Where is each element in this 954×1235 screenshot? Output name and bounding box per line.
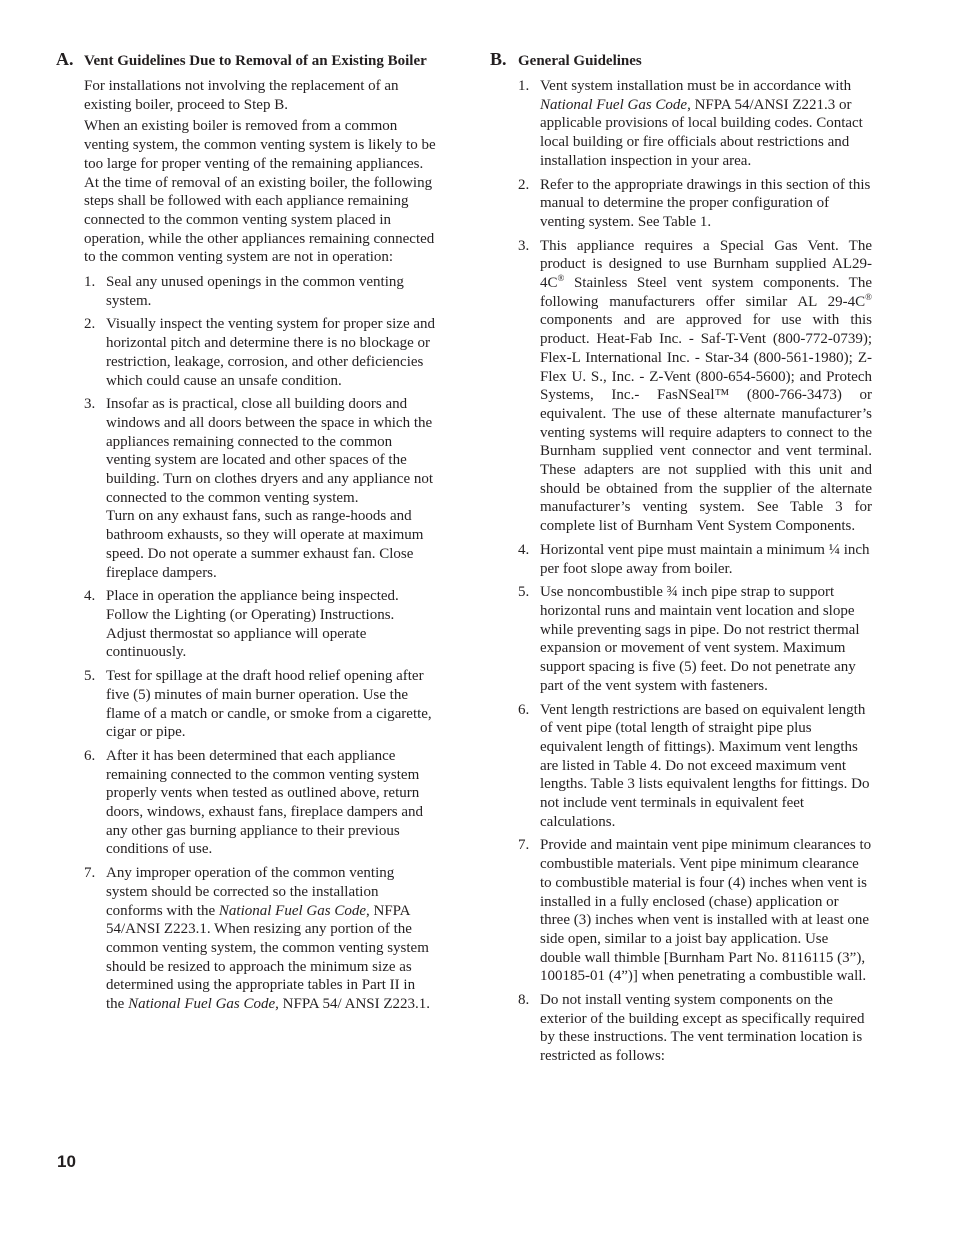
item-number: 6. — [84, 747, 96, 764]
item-number: 7. — [84, 865, 96, 882]
left-column — [56, 49, 436, 1019]
registered-mark: ® — [865, 291, 872, 302]
section-b-list — [518, 77, 872, 1066]
item-number: 1. — [518, 78, 530, 94]
item-text: Any improper operation of the common venting system should be corrected so the installation conforms with the — [106, 865, 395, 919]
item-number: 5. — [518, 584, 530, 601]
list-item — [518, 541, 872, 578]
item-number: 1. — [84, 274, 96, 291]
list-item — [84, 667, 436, 742]
item-text: Vent length restrictions are based on equivalent length of vent pipe (total length of straight pipe plus equivalent length of fittings). Maximum vent lengths are listed in Table 4. Do not exceed maximum vent lengths. Table 3 lists equivalent lengths for fittings. Do not include vent terminals in equivalent feet calculations. — [540, 701, 870, 830]
item-text: Do not install venting system components on the exterior of the building except as specifically required by these instructions. The vent termination location is restricted as follows: — [540, 992, 865, 1065]
item-number: 2. — [518, 176, 530, 193]
section-a-intro-1: For installations not involving the replacement of an existing boiler, proceed to Step B. — [84, 78, 399, 113]
section-a-list — [84, 273, 436, 1014]
list-item — [518, 836, 872, 986]
list-item — [84, 587, 436, 662]
item-text: Horizontal vent pipe must maintain a minimum ¼ inch per foot slope away from boiler. — [540, 541, 870, 577]
list-item — [518, 77, 872, 171]
list-item — [84, 395, 436, 582]
code-reference: National Fuel Gas Code — [218, 902, 366, 919]
item-text: Visually inspect the venting system for proper size and horizontal pitch and determine there is no blockage or restriction, leakage, corrosion, and other deficiencies which could cause an unsafe condition. — [106, 316, 436, 389]
list-item — [518, 701, 872, 832]
list-item — [84, 747, 436, 859]
code-reference: National Fuel Gas Code — [540, 96, 688, 113]
item-text-continued: Turn on any exhaust fans, such as range-hoods and bathroom exhausts, so they will operate at maximum speed. Do not operate a summer exhaust fan. Close fireplace dampers. — [106, 508, 424, 581]
item-text: , NFPA 54/ANSI Z223.1. When resizing any portion of the common venting system, the common venting system should be resized to approach the minimum size as determined using the appropriate tables in Part II in the — [106, 902, 429, 1013]
item-text: Test for spillage at the draft hood relief opening after five (5) minutes of main burner operation. Use the flame of a match or candle, or smoke from a cigarette, cigar or pipe. — [106, 668, 432, 741]
registered-mark: ® — [557, 273, 565, 284]
section-b-letter: B. — [490, 49, 507, 69]
list-item — [84, 864, 436, 1014]
item-number: 4. — [84, 588, 96, 605]
list-item — [518, 991, 872, 1066]
item-text: After it has been determined that each appliance remaining connected to the common venting system properly vents when tested as outlined above, return doors, windows, exhaust fans, fireplace dampers and any other gas burning appliance to their previous conditions of use. — [106, 747, 423, 858]
item-text: Refer to the appropriate drawings in this section of this manual to determine the proper configuration of venting system. See Table 1. — [540, 176, 871, 230]
item-number: 5. — [84, 668, 96, 685]
page-number: 10 — [57, 1152, 76, 1171]
item-number: 7. — [518, 837, 530, 854]
item-text: Seal any unused openings in the common venting system. — [106, 274, 404, 309]
section-b-title: General Guidelines — [518, 53, 642, 69]
item-number: 6. — [518, 701, 530, 718]
item-number: 2. — [84, 316, 96, 333]
list-item — [518, 237, 872, 536]
section-a-letter: A. — [56, 49, 74, 69]
item-number: 3. — [518, 237, 530, 254]
item-number: 8. — [518, 992, 530, 1009]
section-b-heading — [490, 49, 872, 71]
item-text: Insofar as is practical, close all building doors and windows and all doors between the space in which the appliances remaining connected to the common venting system are located and other spaces of the building. Turn on clothes dryers and any appliance not connected to the common venting system. — [106, 396, 434, 506]
section-a-title: Vent Guidelines Due to Removal of an Existing Boiler — [84, 53, 427, 69]
code-reference: National Fuel Gas Code — [128, 996, 276, 1013]
item-text: Stainless Steel vent system components. The following manufacturers offer similar AL 29-4C — [540, 275, 872, 310]
section-a-heading — [56, 49, 436, 71]
section-a-intro-2: When an existing boiler is removed from a common venting system, the common venting system is likely to be too large for proper venting of the remaining appliances. At the time of removal of an existing boiler, the following steps shall be followed with each appliance remaining connected to the common venting system placed in operation, while the other appliances remaining connected to the common venting system are not in operation: — [84, 118, 436, 266]
item-number: 4. — [518, 541, 530, 558]
list-item — [518, 176, 872, 232]
item-text: Provide and maintain vent pipe minimum clearances to combustible materials. Vent pipe minimum clearance to combustible material is four (4) inches when vent is installed in a fully enclosed (chase) application or three (3) inches when vent is installed with at least one side open, similar to a joist bay application. Use double wall thimble [Burnham Part No. 8116115 (3”), 100185-01 (4”)] when penetrating a combustible wall. — [540, 837, 872, 985]
right-column — [490, 49, 872, 1071]
item-text: Place in operation the appliance being inspected. Follow the Lighting (or Operating) Instructions. Adjust thermostat so appliance will operate continuously. — [106, 588, 399, 661]
item-number: 3. — [84, 396, 96, 413]
list-item — [518, 583, 872, 695]
item-text: This appliance requires a Special Gas Vent. The product is designed to use Burnham supplied AL29-4C — [540, 237, 872, 292]
item-text: , NFPA 54/ANSI Z221.3 or applicable provisions of local building codes. Contact local building or fire officials about restrictions and installation inspection in your area. — [540, 96, 863, 169]
item-text: components and are approved for use with this product. Heat-Fab Inc. - Saf-T-Vent (800-772-0739); Flex-L International Inc. - Star-34 (800-561-1980); Z-Flex U. S., Inc. - Z-Vent (800-654-5600); and Protech Systems, Inc.- FasNSeal™ (800-766-3473) or equivalent. The use of these alternate manufacturer’s venting systems will require adapters to connect to the Burnham supplied vent connector and vent terminal. These adapters are not supplied with this unit and should be obtained from the supplier of the alternate manufacturer’s venting system. See Table 3 for complete list of Burnham Vent System Components. — [540, 312, 872, 535]
list-item — [84, 315, 436, 390]
item-text: , NFPA 54/ ANSI Z223.1. — [275, 996, 431, 1013]
item-text: Use noncombustible ¾ inch pipe strap to support horizontal runs and maintain vent location and slope while preventing sags in pipe. Do not restrict thermal expansion or movement of vent system. Maximum support spacing is five (5) feet. Do not penetrate any part of the vent system with fasteners. — [540, 584, 860, 694]
item-text: Vent system installation must be in accordance with — [540, 78, 852, 94]
list-item — [84, 273, 436, 310]
